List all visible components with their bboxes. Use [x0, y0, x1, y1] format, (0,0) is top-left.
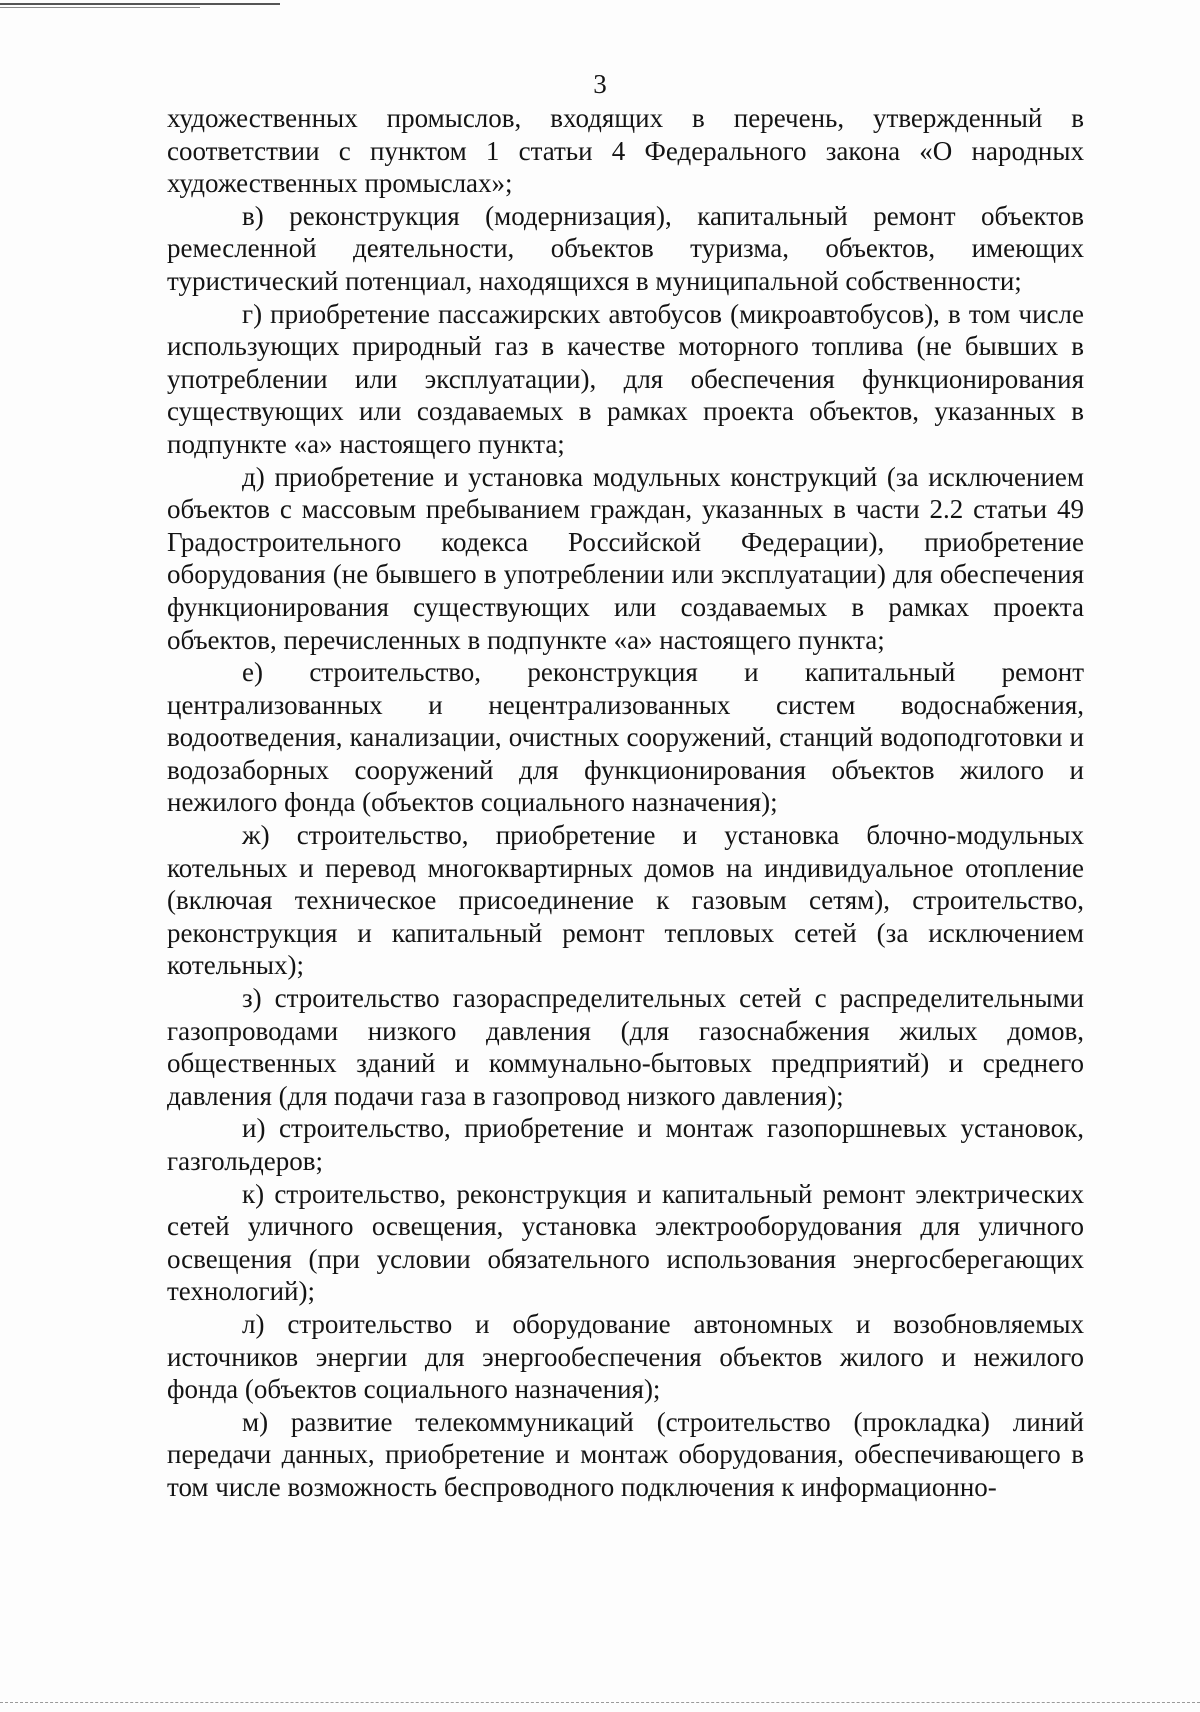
scan-edge-top-secondary [0, 7, 200, 8]
paragraph-item-e: е) строительство, реконструкция и капитальный ремонт централизованных и нецентрализованных систем водоснабжения, водоотведения, канализации, очистных сооружений, станций водоподготовки и водозаборных сооружений для функционирования объектов жилого и нежилого фонда (объектов социального назначения); [167, 657, 1084, 818]
paragraph-item-k: к) строительство, реконструкция и капитальный ремонт электрических сетей уличного освещения, установка электрооборудования для уличного освещения (при условии обязательного использования энергосберегающих технологий); [167, 1178, 1084, 1307]
scan-edge-bottom [0, 1702, 1200, 1703]
paragraph-item-g: г) приобретение пассажирских автобусов (микроавтобусов), в том числе использующих природный газ в качестве моторного топлива (не бывших в употреблении или эксплуатации), для обеспечения функционирования существующих или создаваемых в рамках проекта объектов, указанных в подпункте «а» настоящего пункта; [167, 298, 1084, 459]
scan-edge-top [0, 3, 280, 5]
paragraph-item-z: з) строительство газораспределительных сетей с распределительными газопроводами низкого давления (для газоснабжения жилых домов, общественных зданий и коммунально-бытовых предприятий) и среднего давления (для подачи газа в газопровод низкого давления); [167, 983, 1084, 1111]
paragraph-continuation: художественных промыслов, входящих в перечень, утвержденный в соответствии с пунктом 1 статьи 4 Федерального закона «О народных художественных промыслах»; [167, 103, 1084, 199]
paragraph-item-v: в) реконструкция (модернизация), капитальный ремонт объектов ремесленной деятельности, объектов туризма, объектов, имеющих туристический потенциал, находящихся в муниципальной собственности; [167, 200, 1084, 296]
paragraph-item-l: л) строительство и оборудование автономных и возобновляемых источников энергии для энергообеспечения объектов жилого и нежилого фонда (объектов социального назначения); [167, 1308, 1084, 1405]
paragraph-item-zh: ж) строительство, приобретение и установка блочно-модульных котельных и перевод многоквартирных домов на индивидуальное отопление (включая техническое присоединение к газовым сетям), строительство, реконструкция и капитальный ремонт тепловых сетей (за исключением котельных); [167, 820, 1084, 981]
page-number: 3 [593, 69, 607, 99]
paragraph-item-i: и) строительство, приобретение и монтаж газопоршневых установок, газгольдеров; [167, 1113, 1084, 1176]
document-body [167, 102, 1084, 1504]
paragraph-item-d: д) приобретение и установка модульных конструкций (за исключением объектов с массовым пребыванием граждан, указанных в части 2.2 статьи 49 Градостроительного кодекса Российской Федерации), приобретение оборудования (не бывшего в употреблении или эксплуатации) для обеспечения функционирования существующих или создаваемых в рамках проекта объектов, перечисленных в подпункте «а» настоящего пункта; [167, 461, 1084, 655]
paragraph-item-m: м) развитие телекоммуникаций (строительство (прокладка) линий передачи данных, приобретение и монтаж оборудования, обеспечивающего в том числе возможность беспроводного подключения к информационно- [167, 1406, 1084, 1502]
